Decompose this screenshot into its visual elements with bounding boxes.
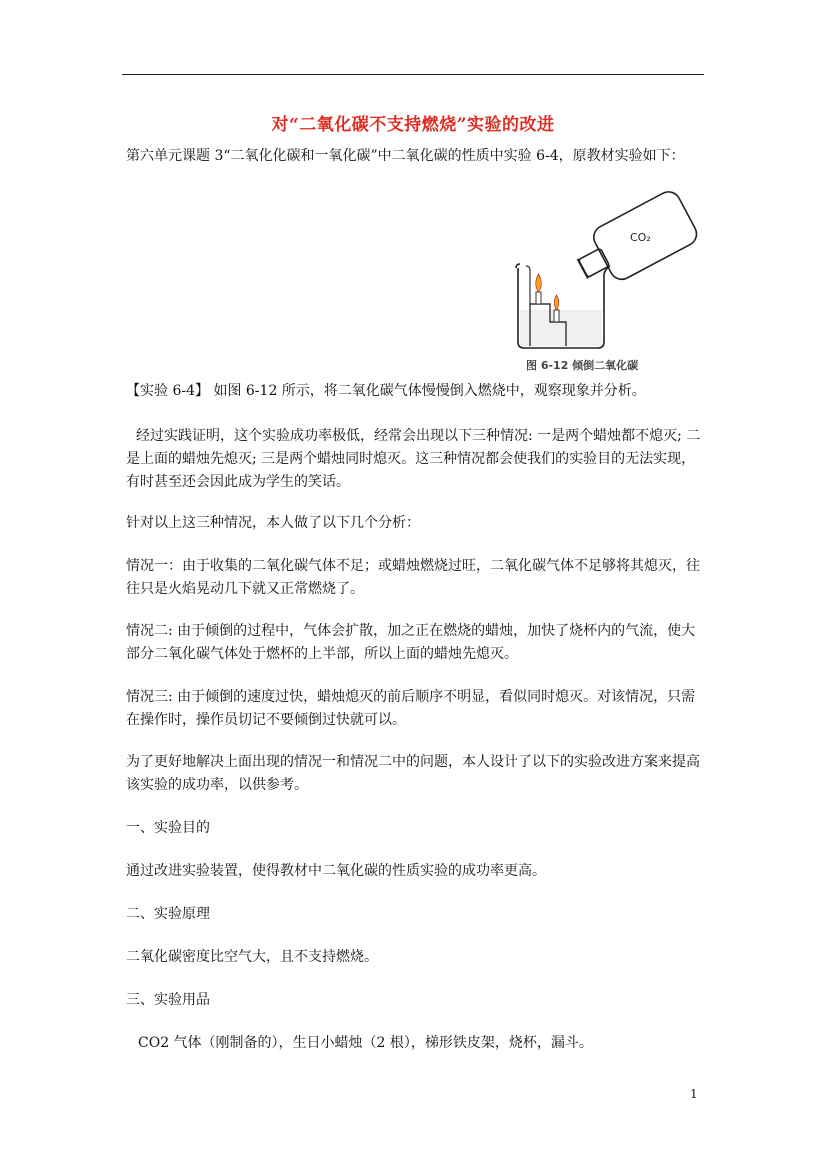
- bottle-label: CO₂: [630, 231, 651, 244]
- practice-paragraph: 经过实践证明，这个实验成功率极低，经常会出现以下三种情况: 一是两个蜡烛都不熄灭; 二是上面的蜡烛先熄灭; 三是两个蜡烛同时熄灭。这三种情况都会使我们的实验目的无法实现，有时甚至还会因此成为学生的笑话。: [126, 428, 701, 490]
- section-principle-text: 二氧化碳密度比空气大，且不支持燃烧。: [126, 949, 378, 965]
- case-two-paragraph: 情况二: 由于倾倒的过程中，气体会扩散，加之正在燃烧的蜡烛，加快了烧杯内的气流，使大部分二氧化碳气体处于燃杯的上半部，所以上面的蜡烛先熄灭。: [126, 623, 696, 662]
- experiment-paragraph: 【实验 6-4】 如图 6-12 所示，将二氧化碳气体慢慢倒入燃烧中，观察现象并分析。: [126, 383, 646, 399]
- figure-pouring-co2: [512, 180, 706, 376]
- intro-paragraph: 第六单元课题 3“二氧化化碳和一氧化碳”中二氧化碳的性质中实验 6-4，原教材实验如下：: [126, 148, 685, 164]
- section-materials-text: CO2 气体（刚制备的），生日小蜡烛（2 根），梯形铁皮架，烧杯，漏斗。: [138, 1035, 593, 1051]
- section-materials-heading: 三、实验用品: [126, 992, 210, 1008]
- case-three-paragraph: 情况三: 由于倾倒的速度过快，蜡烛熄灭的前后顺序不明显，看似同时熄灭。对该情况，只需在操作时，操作员切记不要倾倒过快就可以。: [126, 689, 696, 728]
- figure-caption: 图 6-12 倾倒二氧化碳: [526, 359, 639, 372]
- analysis-intro-paragraph: 针对以上这三种情况，本人做了以下几个分析：: [126, 515, 420, 531]
- case-one-paragraph: 情况一：由于收集的二氧化碳气体不足；或蜡烛燃烧过旺，二氧化碳气体不足够将其熄灭，往往只是火焰晃动几下就又正常燃烧了。: [126, 558, 700, 597]
- document-title: 对“二氧化碳不支持燃烧”实验的改进: [271, 115, 555, 135]
- beaker-illustration: [516, 264, 610, 348]
- page-number: 1: [690, 1087, 698, 1101]
- section-purpose-text: 通过改进实验装置，使得教材中二氧化碳的性质实验的成功率更高。: [126, 863, 546, 879]
- co2-bottle-illustration: [569, 188, 700, 295]
- section-principle-heading: 二、实验原理: [126, 906, 210, 922]
- header-rule: [122, 74, 704, 75]
- improvement-paragraph: 为了更好地解决上面出现的情况一和情况二中的问题，本人设计了以下的实验改进方案来提高该实验的成功率，以供参考。: [126, 754, 700, 793]
- section-purpose-heading: 一、实验目的: [126, 820, 210, 836]
